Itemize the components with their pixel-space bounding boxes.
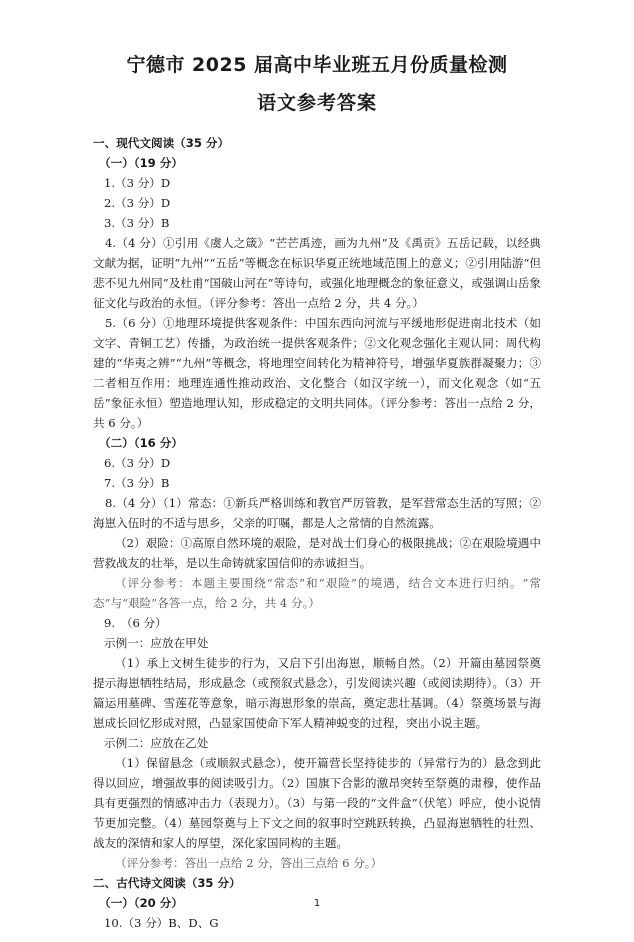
section-heading: 二、古代诗文阅读（35 分）	[93, 876, 241, 890]
answer-line: 7.（3 分）B	[104, 476, 170, 490]
document-title: 宁德市 2025 届高中毕业班五月份质量检测	[126, 54, 508, 76]
page-number: 1	[313, 898, 321, 909]
document-subtitle: 语文参考答案	[256, 92, 377, 114]
answer-line: （评分参考：本题主要围绕“常态”和“艰险”的境遇，结合文本进行归纳。“常态”与“艰险”各答一点，给 2 分，共 4 分。）	[93, 576, 541, 610]
section-heading: （一）（19 分）	[99, 156, 183, 170]
answer-line: 8.（4 分）（1）常态：①新兵严格训练和教官严厉管教，是军营常态生活的写照；②海崽入伍时的不适与思乡，父亲的叮嘱，都是人之常情的自然流露。	[93, 496, 541, 530]
answer-line: 示例二：应放在乙处	[104, 736, 209, 750]
answer-line: 示例一：应放在甲处	[104, 636, 209, 650]
section-heading: 一、现代文阅读（35 分）	[93, 136, 230, 150]
answer-line: （2）艰险：①高原自然环境的艰险，是对战士们身心的极限挑战；②在艰险境遇中营救战友的壮举，是以生命铸就家国信仰的赤诚担当。	[93, 536, 541, 570]
section-heading: （一）（20 分）	[99, 896, 183, 910]
answer-line: 3.（3 分）B	[104, 216, 170, 230]
answer-line: （1）保留悬念（或顺叙式悬念），使开篇营长坚持徒步的（异常行为的）悬念到此得以回应，增强故事的阅读吸引力。（2）国旗下合影的激昂突转至祭奠的肃穆，使作品具有更强烈的情感冲击力（表现力）。（3）与第一段的“文件盒”（伏笔）呼应，使小说情节更加完整。（4）墓园祭奠与上下文之间的叙事时空跳跃转换，凸显海崽牺牲的壮烈、战友的深情和家人的厚望，深化家国同构的主题。	[93, 756, 541, 850]
answer-line: 5.（6 分）①地理环境提供客观条件：中国东西向河流与平缓地形促进南北技术（如文字、青铜工艺）传播，为政治统一提供客观条件；②文化观念强化主观认同：周代构建的“华夷之辨”“九州”等概念，将地理空间转化为精神符号，增强华夏族群凝聚力；③二者相互作用：地理连通性推动政治、文化整合（如汉字统一），而文化观念（如“五岳”象征永恒）塑造地理认知，形成稳定的文明共同体。（评分参考：答出一点给 2 分，共 6 分。）	[93, 316, 541, 430]
section-heading: （二）（16 分）	[99, 436, 183, 450]
answer-line: 1.（3 分）D	[104, 176, 171, 190]
answer-content	[93, 133, 541, 933]
answer-line: （1）承上文树生徒步的行为，又启下引出海崽，顺畅自然。（2）开篇由墓园祭奠提示海崽牺牲结局，形成悬念（或预叙式悬念），引发阅读兴趣（或阅读期待）。（3）开篇运用墓碑、雪莲花等意象，暗示海崽形象的崇高，奠定悲壮基调。（4）祭奠场景与海崽成长回忆形成对照，凸显家国使命下军人精神蜕变的过程，突出小说主题。	[93, 656, 541, 730]
answer-line: 10.（3 分）B、D、G	[104, 916, 219, 930]
answer-line: 4.（4 分）①引用《虞人之箴》“芒芒禹迹，画为九州”及《禹贡》五岳记载，以经典文献为据，证明“九州”“五岳”等概念在标识华夏正统地域范围上的意义；②引用陆游“但悲不见九州同”及杜甫“国破山河在”等诗句，或强化地理概念的象征意义，或强调山岳象征文化与政治的永恒。（评分参考：答出一点给 2 分，共 4 分。）	[93, 236, 541, 310]
answer-line: （评分参考：答出一点给 2 分，答出三点给 6 分。）	[115, 856, 383, 870]
answer-line: 9. （6 分）	[104, 616, 167, 630]
answer-line: 6.（3 分）D	[104, 456, 171, 470]
answer-line: 2.（3 分）D	[104, 196, 171, 210]
